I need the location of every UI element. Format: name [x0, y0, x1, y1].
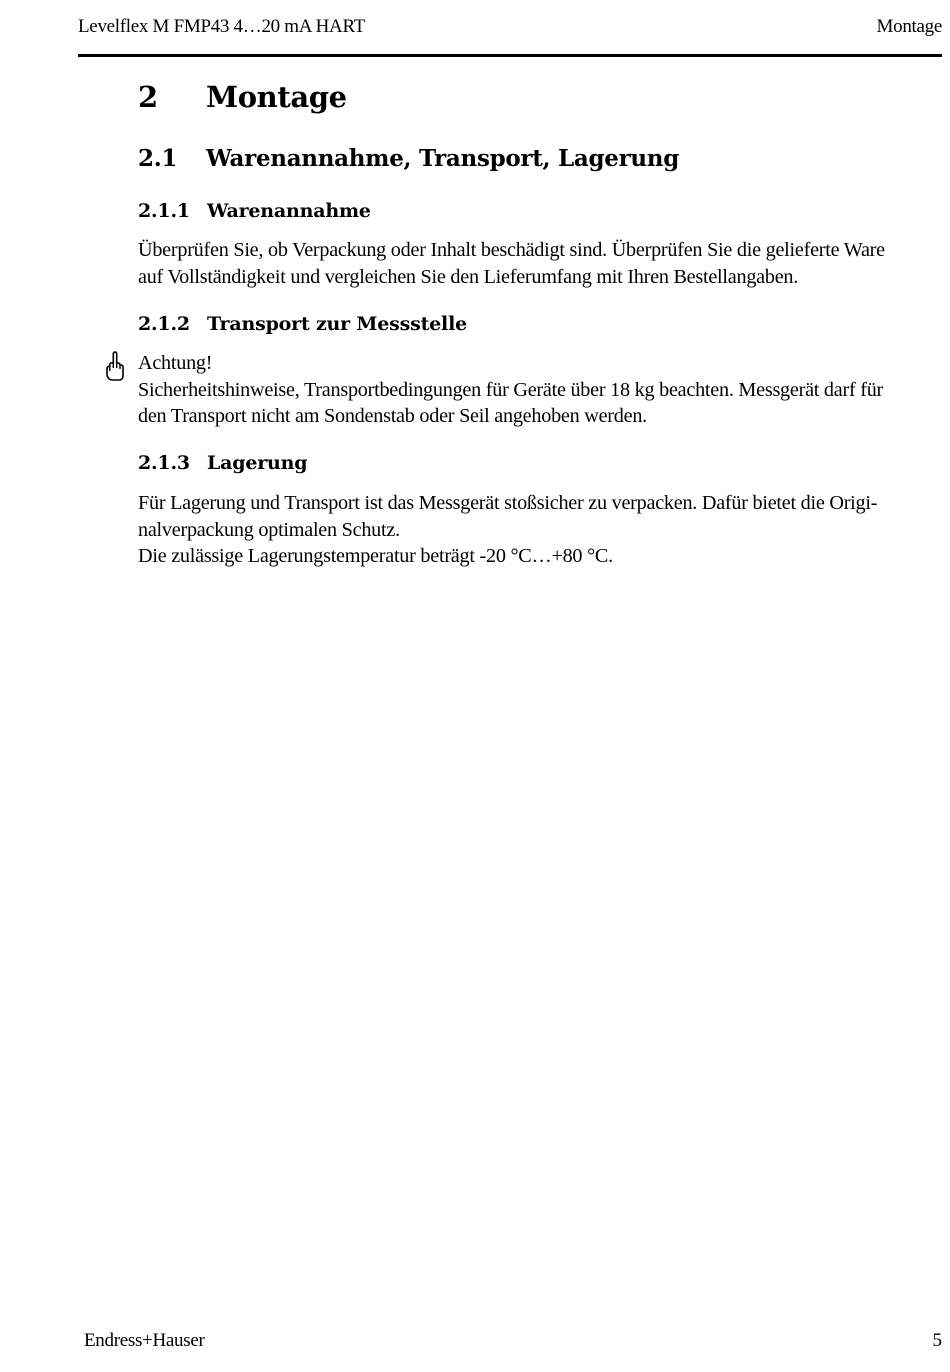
subsection-number: 2.1.2: [138, 313, 190, 335]
subsection-title: Transport zur Messstelle: [207, 313, 467, 335]
paragraph-line: Überprüfen Sie, ob Verpackung oder Inhalt beschädigt sind. Überprüfen Sie die gelieferte Ware: [138, 239, 885, 261]
paragraph-line: Für Lagerung und Transport ist das Messgerät stoßsicher zu verpacken. Dafür bietet die Origi-: [138, 492, 878, 514]
paragraph-lagerung: [138, 490, 944, 570]
pointing-hand-icon: [104, 350, 126, 382]
header-document-title: Levelflex M FMP43 4…20 mA HART: [78, 16, 365, 37]
page-header: [78, 16, 942, 42]
section-title: Warenannahme, Transport, Lagerung: [206, 145, 680, 172]
header-divider: [78, 54, 942, 57]
paragraph-warenannahme: [138, 237, 944, 290]
subsection-title: Warenannahme: [207, 200, 371, 222]
chapter-heading: [138, 80, 347, 114]
chapter-title: Montage: [206, 80, 347, 114]
subsection-heading-lagerung: [138, 452, 307, 474]
subsection-title: Lagerung: [207, 452, 308, 474]
subsection-heading-transport: [138, 313, 467, 335]
header-chapter-name: Montage: [876, 16, 942, 37]
footer-company-name: Endress+Hauser: [84, 1330, 205, 1351]
paragraph-line: auf Vollständigkeit und vergleichen Sie den Lieferumfang mit Ihren Bestellangaben.: [138, 265, 799, 288]
paragraph-line: nalverpackung optimalen Schutz.: [138, 518, 400, 541]
subsection-number: 2.1.1: [138, 200, 190, 222]
footer-page-number: 5: [932, 1330, 942, 1351]
paragraph-line: Die zulässige Lagerungstemperatur beträgt -20 °C…+80 °C.: [138, 545, 613, 567]
warning-paragraph-transport: [138, 350, 944, 430]
paragraph-line: Sicherheitshinweise, Transportbedingungen für Geräte über 18 kg beachten. Messgerät darf für: [138, 378, 884, 401]
paragraph-line: den Transport nicht am Sondenstab oder Seil angehoben werden.: [138, 405, 647, 427]
warning-label: Achtung!: [138, 352, 213, 374]
chapter-number: 2: [138, 80, 158, 114]
subsection-number: 2.1.3: [138, 452, 190, 474]
section-heading: [138, 145, 679, 172]
section-number: 2.1: [138, 145, 178, 172]
subsection-heading-warenannahme: [138, 200, 371, 222]
